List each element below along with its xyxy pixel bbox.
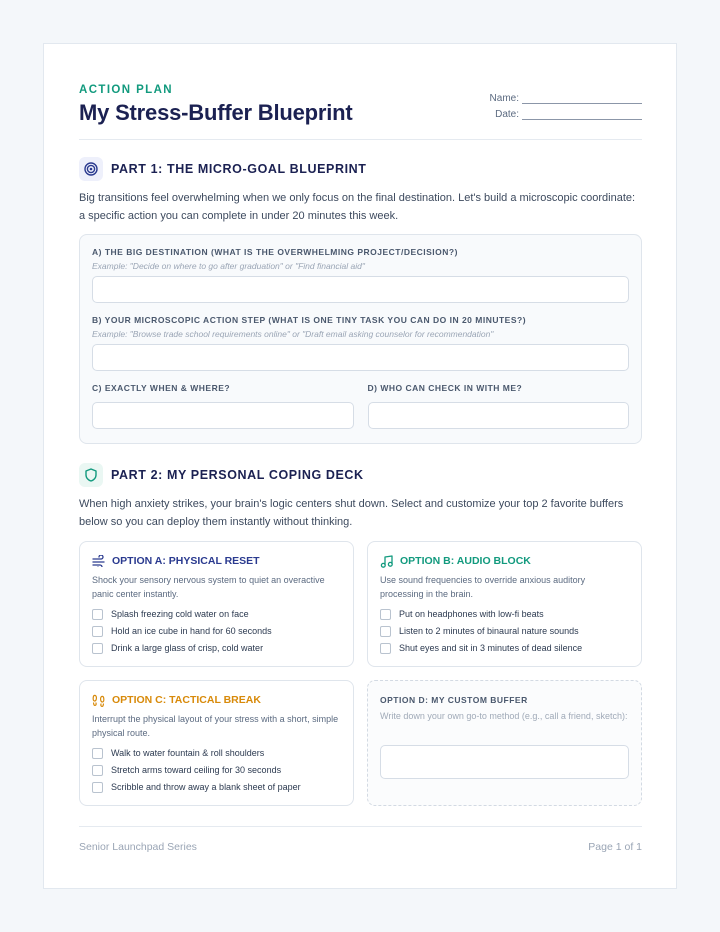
target-icon [79, 157, 103, 181]
list-item[interactable]: Hold an ice cube in hand for 60 seconds [92, 625, 341, 637]
option-c-card [79, 680, 354, 806]
action-step-label: B) YOUR MICROSCOPIC ACTION STEP (WHAT IS ONE TINY TASK YOU CAN DO IN 20 MINUTES?) [92, 315, 527, 325]
part2-intro: When high anxiety strikes, your brain's logic centers shut down. Select and customize your top 2 favorite buffers below so you can deploy them instantly without thinking. [79, 498, 624, 528]
list-item[interactable]: Put on headphones with low-fi beats [380, 608, 629, 620]
coping-deck [79, 541, 642, 806]
check-in-label: D) WHO CAN CHECK IN WITH ME? [367, 383, 523, 393]
part1-intro: Big transitions feel overwhelming when we only focus on the final destination. Let's build a microscopic coordinate: a specific action you can complete in under 20 minutes this week. [79, 192, 636, 222]
list-item[interactable]: Scribble and throw away a blank sheet of paper [92, 781, 341, 793]
list-item[interactable]: Splash freezing cold water on face [92, 608, 341, 620]
eyebrow-label: ACTION PLAN [79, 84, 173, 96]
name-date-block [482, 88, 642, 120]
list-item[interactable]: Walk to water fountain & roll shoulders [92, 747, 341, 759]
destination-label: A) THE BIG DESTINATION (WHAT IS THE OVERWHELMING PROJECT/DECISION?) [92, 247, 458, 257]
part2-heading [79, 462, 642, 488]
header [79, 84, 642, 140]
option-d-card [367, 680, 642, 806]
footprints-icon [92, 694, 106, 707]
action-step-input[interactable] [92, 344, 629, 371]
name-label: Name: [489, 93, 519, 104]
page-title: My Stress-Buffer Blueprint [79, 100, 353, 125]
worksheet-page [43, 43, 677, 889]
checkbox[interactable] [92, 782, 103, 793]
option-d-title: OPTION D: MY CUSTOM BUFFER [380, 695, 528, 705]
list-item[interactable]: Shut eyes and sit in 3 minutes of dead silence [380, 642, 629, 654]
date-label: Date: [495, 109, 519, 120]
option-a-desc: Shock your sensory nervous system to quiet an overactive panic center instantly. [92, 575, 325, 599]
name-line[interactable] [522, 94, 642, 104]
option-b-title: OPTION B: AUDIO BLOCK [400, 555, 531, 567]
checkbox[interactable] [380, 643, 391, 654]
checkbox[interactable] [92, 609, 103, 620]
option-c-desc: Interrupt the physical layout of your stress with a short, simple physical route. [92, 714, 339, 738]
series-label: Senior Launchpad Series [79, 841, 197, 853]
footer [79, 826, 642, 853]
part1-title: PART 1: THE MICRO-GOAL BLUEPRINT [111, 162, 367, 176]
music-icon [380, 555, 394, 568]
checkbox[interactable] [92, 748, 103, 759]
page-number: Page 1 of 1 [588, 841, 642, 853]
part2-title: PART 2: MY PERSONAL COPING DECK [111, 468, 364, 482]
option-c-title: OPTION C: TACTICAL BREAK [112, 694, 261, 706]
destination-input[interactable] [92, 276, 629, 303]
when-where-input[interactable] [92, 402, 354, 429]
destination-hint: Example: "Decide on where to go after graduation" or "Find financial aid" [92, 261, 365, 271]
option-b-desc: Use sound frequencies to override anxious auditory processing in the brain. [380, 575, 586, 599]
checkbox[interactable] [380, 609, 391, 620]
option-a-card [79, 541, 354, 667]
list-item[interactable]: Drink a large glass of crisp, cold water [92, 642, 341, 654]
option-b-card [367, 541, 642, 667]
checkbox[interactable] [92, 765, 103, 776]
option-a-title: OPTION A: PHYSICAL RESET [112, 555, 260, 567]
checkbox[interactable] [92, 643, 103, 654]
custom-buffer-input[interactable] [380, 745, 629, 779]
micro-goal-form [79, 234, 642, 444]
shield-icon [79, 463, 103, 487]
checkbox[interactable] [380, 626, 391, 637]
when-where-label: C) EXACTLY WHEN & WHERE? [92, 383, 231, 393]
check-in-input[interactable] [368, 402, 630, 429]
option-d-desc: Write down your own go-to method (e.g., call a friend, sketch): [380, 711, 628, 721]
list-item[interactable]: Listen to 2 minutes of binaural nature sounds [380, 625, 629, 637]
checkbox[interactable] [92, 626, 103, 637]
wind-icon [92, 555, 106, 567]
part1-heading [79, 156, 642, 182]
list-item[interactable]: Stretch arms toward ceiling for 30 seconds [92, 764, 341, 776]
date-line[interactable] [522, 110, 642, 120]
action-step-hint: Example: "Browse trade school requirements online" or "Draft email asking counselor for recommendation" [92, 329, 494, 339]
